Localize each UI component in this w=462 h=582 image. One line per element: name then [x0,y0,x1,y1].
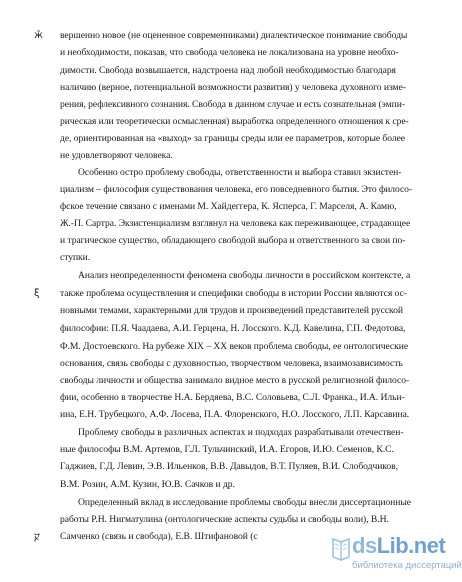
paragraph-line: философии: П.Я. Чаадаева, А.И. Герцена, Н. Лосского. К.Д. Кавелина, Г.П. Федотова, [60,323,406,334]
margin-mark-bottom: ⴟ [34,531,40,542]
paragraph-line: также проблема осуществления и специфики свободы в истории России являются ос- [60,288,407,299]
paragraph-line: основания, связь свободы с духовностью, творчеством человека, взаимозависимость [60,358,403,369]
paragraph-line: и необходимости, показав, что свобода человека не локализована на уровне необхо- [60,47,399,58]
paragraph-line: Гаджиев, Г.Д. Левин, Э.В. Ильенков, В.В. Давыдов, В.Т. Пуляев, В.И. Слободчиков, [60,461,399,472]
paragraph-line: В.М. Розин, А.М. Кузин, Ю.В. Сачков и др. [60,479,235,490]
paragraph-line: димости. Свобода возвышается, надстроена над любой необходимостью благодаря [60,65,396,76]
paragraph-line: Проблему свободы в различных аспектах и подходах разрабатывали отечествен- [78,427,404,438]
paragraph-line: не удовлетворяют человека. [60,150,173,161]
paragraph-line: наличию (верное, потенциальной возможности развития) у человека духовного изме- [60,82,406,93]
paragraph-line: де, ориентированная на «выход» за границы среды или ее параметров, которые более [60,133,406,144]
paragraph-line: рения, рефлексивного сознания. Свобода в данном случае и есть сознательная (эмпи- [60,99,405,110]
paragraph-line: Самченко (связь и свобода), Е.В. Штифановой (с [60,531,258,542]
watermark [330,533,462,578]
paragraph-line: Особенно остро проблему свободы, ответственности и выбора ставил экзистен- [78,167,402,178]
paragraph-line: Ж.-П. Сартра. Экзистенциализм взглянул на человека как переживающее, страдающее [60,218,411,229]
margin-mark-middle: ξ [34,288,40,299]
margin-mark-top: ӂ [34,30,44,41]
paragraph-line: ные философы В.М. Артемов, Г.Л. Тульчинский, И.А. Егоров, И.Ю. Семенов, К.С. [60,444,394,455]
paragraph-line: Определенный вклад в исследование проблемы свободы внесли диссертационные [78,497,411,508]
paragraph-line: и трагическое существо, обладающего свободой выбора и ответственного за свои по- [60,235,406,246]
paragraph-line: работы Р.Н. Нигматулина (онтологические аспекты судьбы и свободы воли), В.Н. [60,514,389,525]
paragraph-line: ина, Е.Н. Трубецкого, А.Ф. Лосева, П.А. Флоренского, Н.О. Лосского, Л.П. Карсавина. [60,409,410,420]
paragraph-line: фское течение связано с именами М. Хайдеггера, К. Ясперса, Г. Марселя, А. Камю, [60,201,397,212]
book-icon [330,536,352,562]
watermark-logo: dsLib.net [352,533,446,558]
paragraph-line: свободы личности и общества занимало видное место в русской религиозной филосо- [60,375,410,386]
paragraph-line: ступки. [60,252,91,263]
paragraph-line: Анализ неопределенности феномена свободы личности в российском контексте, а [78,270,411,281]
paragraph-line: Ф.М. Достоевского. На рубеже XIX – XX веков проблема свободы, ее онтологические [60,341,409,352]
paragraph-line: вершенно новое (не оцененное современниками) диалектическое понимание свободы [60,30,408,41]
paragraph-line: новными темами, характерными для трудов и произведений представителей русской [60,305,404,316]
paragraph-line: циализм – философия существования человека, его повседневного бытия. Это филосо- [60,184,413,195]
paragraph-line: фии, особенно в творчестве Н.А. Бердяева, В.С. Соловьева, С.Л. Франка., И.А. Ильи- [60,392,405,403]
watermark-caption: библиотека диссертаций [352,560,462,571]
paragraph-line: рическая или теоретически осмысленная) выработка определенного отношения к сре- [60,116,409,127]
